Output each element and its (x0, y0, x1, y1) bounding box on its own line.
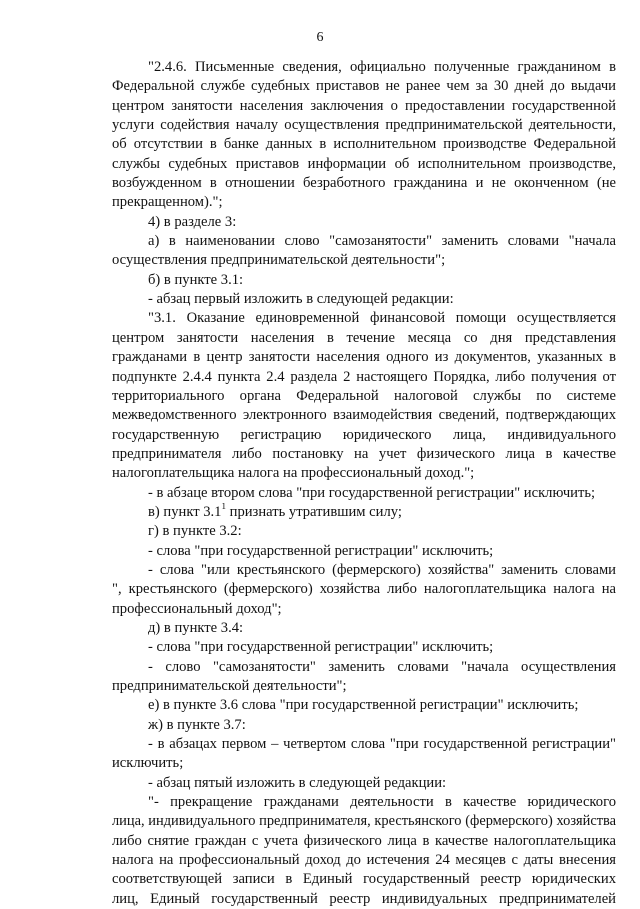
text-line: Федеральной службе судебных приставов не ранее чем за 30 дней до выдачи (112, 78, 616, 95)
text-line: - слова "при государственной регистрации" исключить; (148, 542, 494, 559)
text-line: д) в пункте 3.4: (148, 619, 244, 636)
text-line: - в абзаце втором слова "при государственной регистрации" исключить; (148, 484, 596, 501)
text-line: центром занятости населения в течение месяца со дня представления (112, 329, 616, 346)
text-line: предпринимателя либо постановку на учет физического лица в качестве (112, 445, 616, 462)
text-line: налога на профессиональный доход до истечения 24 месяцев с даты внесения (112, 852, 616, 869)
text-segment: в) пункт 3.1 (148, 503, 222, 520)
text-line: службы судебных приставов информации об исполнительном производстве, (112, 155, 616, 172)
text-line: подпункте 2.4.4 пункта 2.4 раздела 2 настоящего Порядка, либо получения от (112, 368, 616, 385)
text-line: 4) в разделе 3: (148, 213, 237, 230)
text-line: - слово "самозанятости" заменить словами "начала осуществления (148, 658, 616, 675)
text-line: центром занятости населения заключения о предоставлении государственной (112, 97, 616, 114)
text-line: "- прекращение гражданами деятельности в качестве юридического (148, 794, 616, 811)
text-line: услуги содействия началу осуществления предпринимательской деятельности, (112, 117, 616, 134)
text-line: ж) в пункте 3.7: (148, 716, 246, 733)
document-body (112, 58, 616, 909)
page-number: 6 (316, 30, 324, 45)
text-line: предпринимательской деятельности"; (112, 678, 347, 694)
text-line: б) в пункте 3.1: (148, 271, 244, 288)
text-line: гражданами в центр занятости населения одного из документов, указанных в (112, 349, 616, 366)
text-line (112, 503, 616, 522)
text-line: ", крестьянского (фермерского) хозяйства либо налогоплательщика налога на (112, 581, 616, 598)
text-line: об отсутствии в банке данных в исполнительном производстве Федеральной (112, 136, 616, 153)
text-line: государственную регистрацию юридического лица, индивидуального (112, 426, 616, 443)
text-line: либо снятие граждан с учета физического лица в качестве налогоплательщика (112, 832, 616, 849)
text-segment: признать утратившим силу; (225, 503, 402, 520)
text-line: осуществления предпринимательской деятельности"; (112, 252, 446, 269)
text-line: территориального органа Федеральной налоговой службы по системе (112, 387, 616, 404)
text-line: соответствующей записи в Единый государственный реестр юридических (112, 871, 616, 888)
text-line: межведомственного электронного взаимодействия сведений, подтверждающих (112, 407, 616, 424)
text-line: - слова "или крестьянского (фермерского) хозяйства" заменить словами (148, 561, 616, 578)
text-line: е) в пункте 3.6 слова "при государственной регистрации" исключить; (148, 697, 579, 714)
text-line: лица, индивидуального предпринимателя, крестьянского (фермерского) хозяйства (112, 813, 616, 830)
text-line: профессиональный доход"; (112, 600, 282, 617)
text-line: налогоплательщика налога на профессиональный доход."; (112, 465, 475, 482)
text-line: г) в пункте 3.2: (148, 523, 242, 540)
text-line: возбужденном в отношении безработного гражданина и не оконченном (не (112, 175, 616, 192)
text-line: - абзац пятый изложить в следующей редакции: (148, 774, 447, 791)
text-line: - абзац первый изложить в следующей редакции: (148, 291, 454, 308)
text-line: "3.1. Оказание единовременной финансовой помощи осуществляется (148, 310, 616, 327)
text-line: - в абзацах первом – четвертом слова "при государственной регистрации" (148, 736, 616, 753)
text-line: исключить; (112, 755, 184, 772)
text-line: - слова "при государственной регистрации" исключить; (148, 639, 494, 656)
text-line: "2.4.6. Письменные сведения, официально полученные гражданином в (148, 59, 616, 75)
text-line: лиц, Единый государственный реестр индивидуальных предпринимателей (112, 890, 616, 907)
superscript: 1 (221, 502, 226, 512)
text-line: а) в наименовании слово "самозанятости" заменить словами "начала (148, 233, 616, 250)
text-line: прекращенном)."; (112, 194, 223, 211)
